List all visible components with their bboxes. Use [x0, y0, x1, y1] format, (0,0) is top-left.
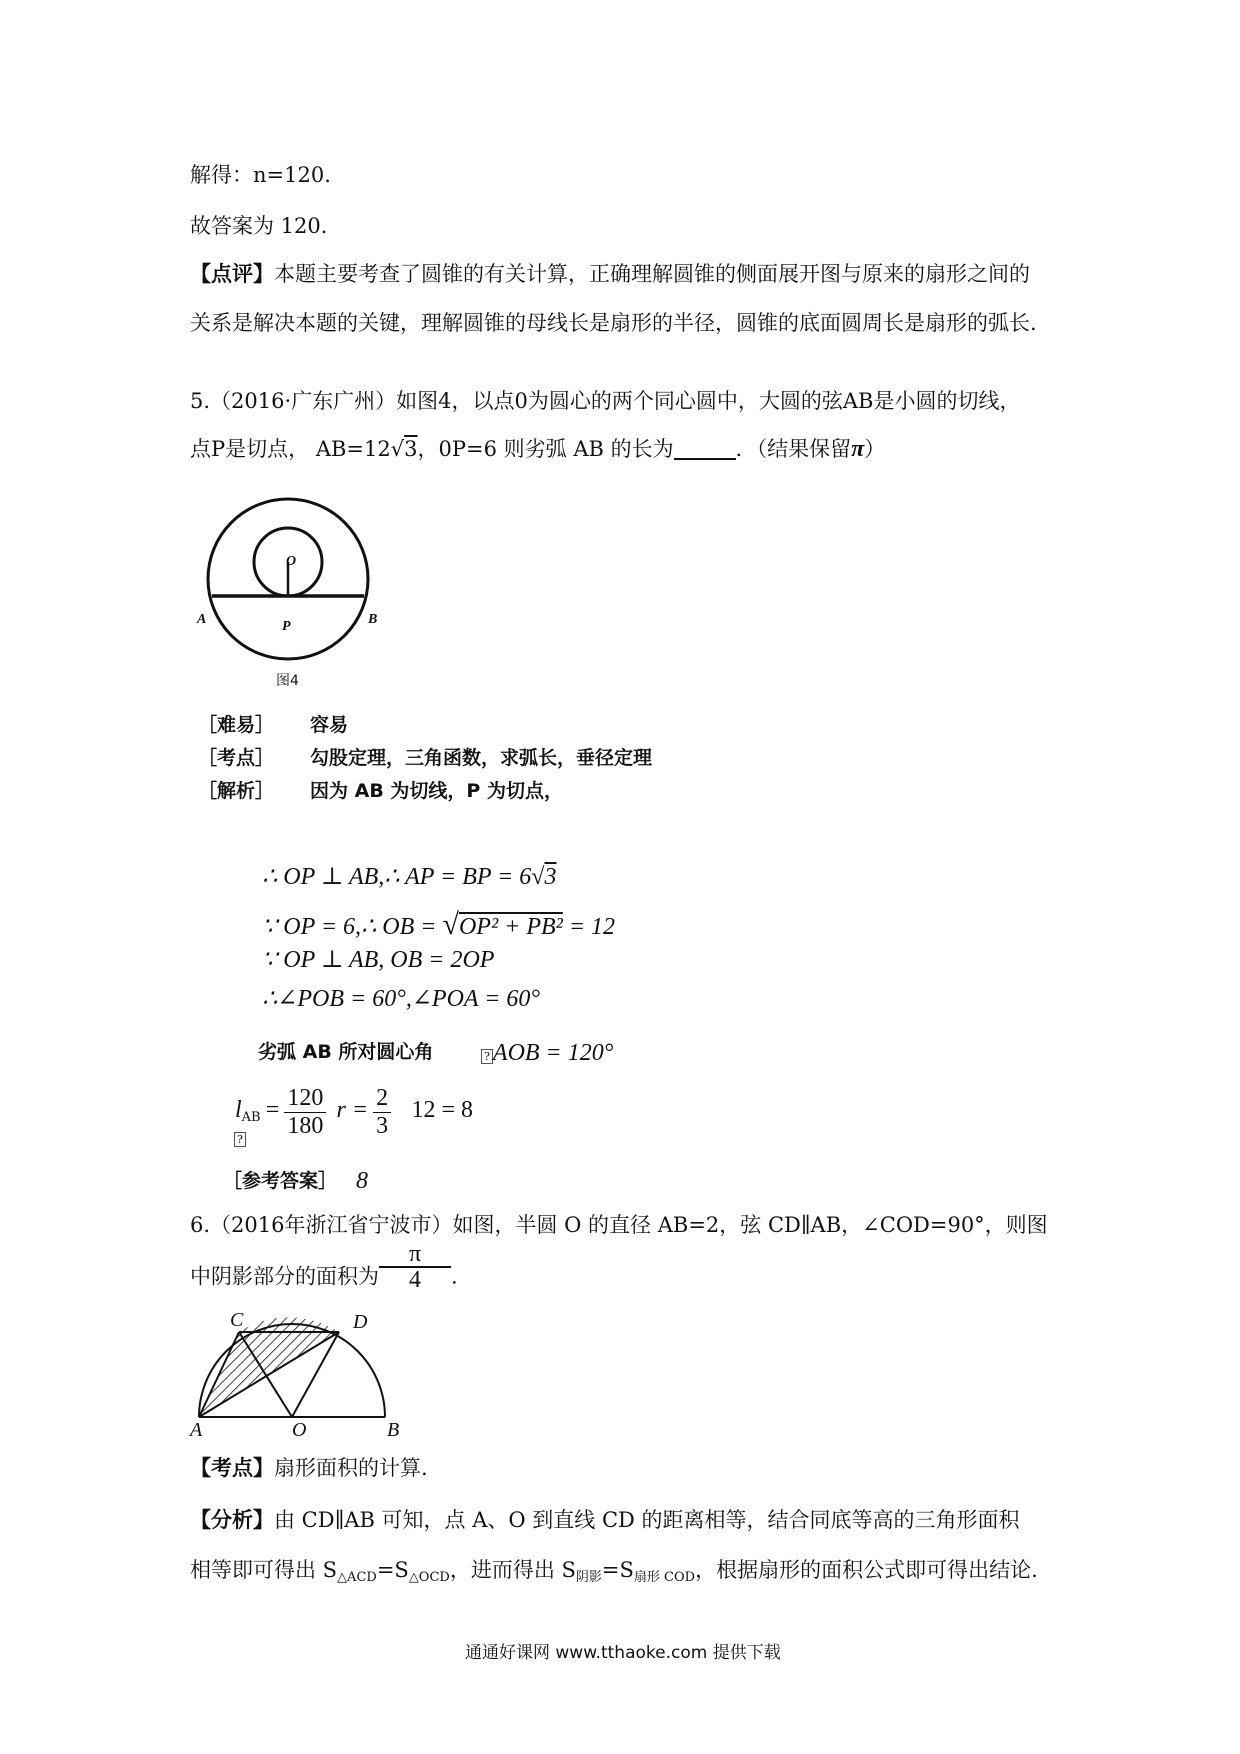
- frac1-den: 180: [287, 1113, 324, 1139]
- fraction-120-180: [284, 1085, 326, 1140]
- comment-line-2: 关系是解决本题的关键，理解圆锥的母线长是扇形的半径，圆锥的底面圆周长是扇形的弧长.: [190, 311, 1037, 335]
- fraction-2-3: [373, 1085, 391, 1140]
- arc-angle-value: AOB = 120°: [492, 1040, 614, 1066]
- q6-analysis-text: 由 CD∥AB 可知，点 A、O 到直线 CD 的距离相等，结合同底等高的三角形面积: [274, 1508, 1020, 1532]
- frac1-num: 120: [284, 1085, 326, 1113]
- comment-line-1: [190, 262, 1030, 286]
- a2-pre: 相等即可得出 S: [190, 1558, 338, 1582]
- analysis-row: [198, 779, 563, 803]
- pi-symbol: π: [851, 436, 865, 462]
- q6-points-tag: 【考点】: [190, 1455, 274, 1480]
- step-3: ∵ OP ⊥ AB, OB = 2OP: [262, 947, 495, 973]
- figure-4-caption: 图4: [276, 673, 299, 689]
- q6-end: .: [451, 1264, 458, 1289]
- q5-stem-line-2: [190, 437, 885, 461]
- points-tag: ［考点］: [198, 747, 275, 769]
- sqrt-sign: √: [390, 437, 405, 461]
- q6-label-d: D: [353, 1311, 368, 1333]
- arc-length-sub: AB: [241, 1110, 261, 1125]
- a2-sub1: △ACD: [337, 1570, 377, 1585]
- q6-points-text: 扇形面积的计算.: [274, 1456, 428, 1480]
- q6-analysis-line-1: [190, 1508, 1020, 1532]
- q6-label-o: O: [292, 1419, 307, 1441]
- analysis-value: 因为 AB 为切线，P 为切点，: [310, 780, 563, 802]
- fig4-label-p: P: [282, 619, 291, 634]
- q6-analysis-line-2: [190, 1558, 1038, 1590]
- step-2-result: = 12: [562, 914, 616, 940]
- q6-label-c: C: [230, 1309, 244, 1331]
- figure-4-concentric-circles: [190, 495, 390, 670]
- q6-analysis-tag: 【分析】: [190, 1507, 274, 1532]
- arc-length-l: l: [235, 1097, 242, 1123]
- a2-sub2: △OCD: [408, 1570, 450, 1585]
- q5-close: ）: [864, 437, 886, 461]
- semicircle-figure: [190, 1305, 412, 1430]
- a2-eq: =S: [376, 1558, 409, 1582]
- step-2: [262, 908, 615, 942]
- missing-glyph-icon: ?: [481, 1049, 493, 1064]
- q6-stem-text: 6.（2016年浙江省宁波市）如图，半圆 O 的直径 AB=2，弦 CD∥AB，∠COD=90°，则图: [190, 1213, 1048, 1237]
- q5-ab-value: AB=12: [315, 437, 391, 461]
- q5-ab-root: 3: [404, 437, 418, 461]
- frac2-den: 3: [376, 1113, 389, 1139]
- difficulty-value: 容易: [310, 714, 349, 736]
- a2-end: ，根据扇形的面积公式即可得出结论.: [695, 1558, 1038, 1582]
- sqrt-sign: √: [531, 864, 545, 890]
- q5-stem-line-1: 5.（2016·广东广州）如图4，以点0为圆心的两个同心圆中，大圆的弦AB是小圆的切线，: [190, 389, 1021, 413]
- arc-angle-eq: [481, 1040, 613, 1067]
- step-1-root: 3: [544, 864, 557, 890]
- arc-length-formula: [235, 1085, 473, 1140]
- step-2-radicand: OP² + PB²: [458, 914, 563, 940]
- missing-glyph-icon: ?: [234, 1132, 246, 1147]
- frac2-num: 2: [373, 1085, 391, 1113]
- q6-points-line: [190, 1456, 428, 1480]
- sqrt-sign: √: [442, 908, 459, 941]
- points-row: [198, 746, 652, 770]
- q6-label-b: B: [387, 1419, 400, 1441]
- reference-answer-tag: ［参考答案］: [223, 1170, 338, 1192]
- difficulty-row: [198, 713, 348, 737]
- q6-answer-fraction: [379, 1242, 451, 1292]
- step-1-text: ∴ OP ⊥ AB,∴ AP = BP = 6: [262, 864, 532, 890]
- solve-line: 解得：n=120.: [190, 163, 331, 187]
- q5-tail: ．（结果保留: [735, 437, 852, 461]
- fig4-label-o: O: [286, 554, 297, 569]
- r-label: r =: [336, 1097, 369, 1123]
- a2-sub4: 扇形 COD: [633, 1570, 696, 1585]
- arc-angle-label: 劣弧 AB 所对圆心角: [258, 1041, 434, 1063]
- fig4-label-b: B: [368, 612, 378, 627]
- arc-length-tail: 12 = 8: [411, 1097, 474, 1123]
- answer-line: 故答案为 120.: [190, 214, 328, 238]
- step-2-text: ∵ OP = 6,∴ OB =: [262, 914, 443, 940]
- analysis-tag: ［解析］: [198, 780, 275, 802]
- step-1: [262, 862, 556, 891]
- reference-answer-value: 8: [356, 1168, 368, 1194]
- a2-mid: ，进而得出 S: [449, 1558, 576, 1582]
- a2-eq2: =S: [601, 1558, 634, 1582]
- page-footer: 通通好课网 www.tthaoke.com 提供下载: [465, 1643, 781, 1663]
- difficulty-tag: ［难易］: [198, 714, 275, 736]
- equals-sign: =: [265, 1097, 280, 1123]
- step-4: ∴∠POB = 60°,∠POA = 60°: [262, 986, 540, 1012]
- q6-answer-den: 4: [409, 1267, 421, 1293]
- a2-sub3: 阴影: [575, 1570, 602, 1585]
- comment-tag: 【点评】: [190, 261, 274, 286]
- q5-stem-part: 点P是切点，: [190, 437, 310, 461]
- fig4-label-a: A: [197, 612, 207, 627]
- q5-op-text: ，0P=6 则劣弧 AB 的长为: [417, 437, 674, 461]
- answer-blank[interactable]: [674, 438, 736, 460]
- q6-stem-text-2: 中阴影部分的面积为: [190, 1264, 379, 1289]
- points-value: 勾股定理，三角函数，求弧长，垂径定理: [310, 747, 653, 769]
- q6-stem-line-2: [190, 1241, 458, 1293]
- q6-answer-num: π: [379, 1242, 451, 1268]
- q6-stem-line-1: [190, 1213, 1048, 1237]
- q6-label-a: A: [190, 1419, 203, 1441]
- comment-text-1: 本题主要考查了圆锥的有关计算，正确理解圆锥的侧面展开图与原来的扇形之间的: [274, 262, 1030, 286]
